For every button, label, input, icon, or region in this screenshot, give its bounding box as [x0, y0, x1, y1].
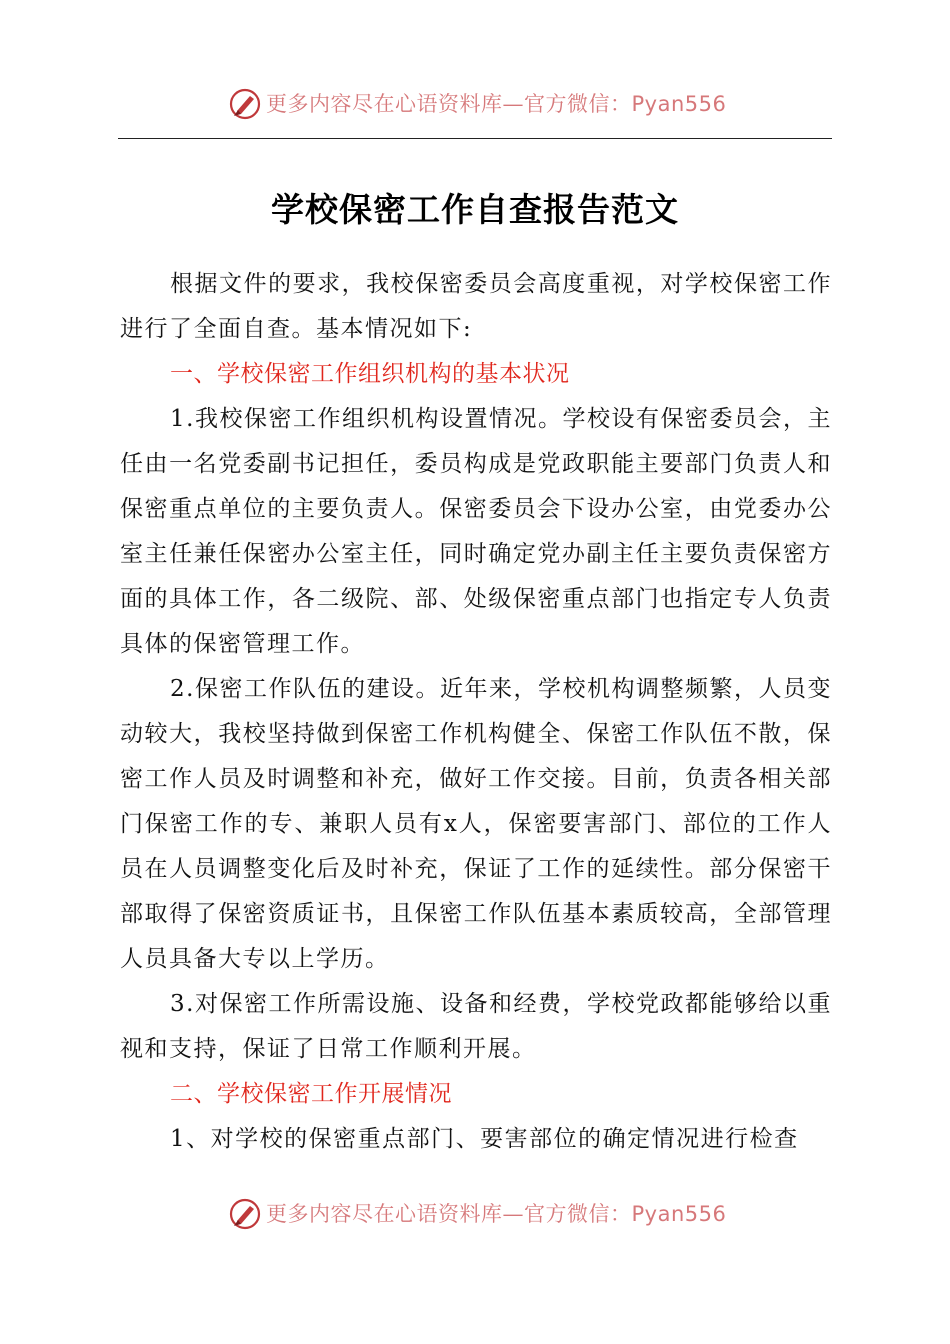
- pen-logo-icon: [228, 1197, 262, 1231]
- footer-watermark: [0, 1193, 950, 1233]
- paragraph-1-2: 2.保密工作队伍的建设。近年来，学校机构调整频繁，人员变动较大，我校坚持做到保密工作机构健全、保密工作队伍不散，保密工作人员及时调整和补充，做好工作交接。目前，负责各相关部门保密工作的专、兼职人员有x人，保密要害部门、部位的工作人员在人员调整变化后及时补充，保证了工作的延续性。部分保密干部取得了保密资质证书，且保密工作队伍基本素质较高，全部管理人员具备大专以上学历。: [120, 676, 832, 972]
- watermark-wechat-id: Pyan556: [631, 1202, 727, 1226]
- paragraph-2-1: 1、对学校的保密重点部门、要害部位的确定情况进行检查: [170, 1126, 799, 1152]
- header-watermark: [0, 83, 950, 123]
- intro-paragraph: 根据文件的要求，我校保密委员会高度重视，对学校保密工作进行了全面自查。基本情况如下:: [120, 271, 832, 342]
- paragraph-1-3: 3.对保密工作所需设施、设备和经费，学校党政都能够给以重视和支持，保证了日常工作顺利开展。: [120, 991, 832, 1062]
- document-title: 学校保密工作自查报告范文: [271, 190, 679, 229]
- watermark-text: 更多内容尽在心语资料库—官方微信：: [266, 1202, 632, 1226]
- pen-logo-icon: [228, 87, 262, 121]
- section-heading-2: 二、学校保密工作开展情况: [170, 1081, 452, 1107]
- section-heading-1: 一、学校保密工作组织机构的基本状况: [170, 361, 570, 387]
- document-body: [120, 262, 832, 1162]
- header-divider: [118, 138, 832, 139]
- paragraph-1-1: 1.我校保密工作组织机构设置情况。学校设有保密委员会，主任由一名党委副书记担任，委员构成是党政职能主要部门负责人和保密重点单位的主要负责人。保密委员会下设办公室，由党委办公室主任兼任保密办公室主任，同时确定党办副主任主要负责保密方面的具体工作，各二级院、部、处级保密重点部门也指定专人负责具体的保密管理工作。: [120, 406, 832, 657]
- watermark-wechat-id: Pyan556: [631, 92, 727, 116]
- watermark-text: 更多内容尽在心语资料库—官方微信：: [266, 92, 632, 116]
